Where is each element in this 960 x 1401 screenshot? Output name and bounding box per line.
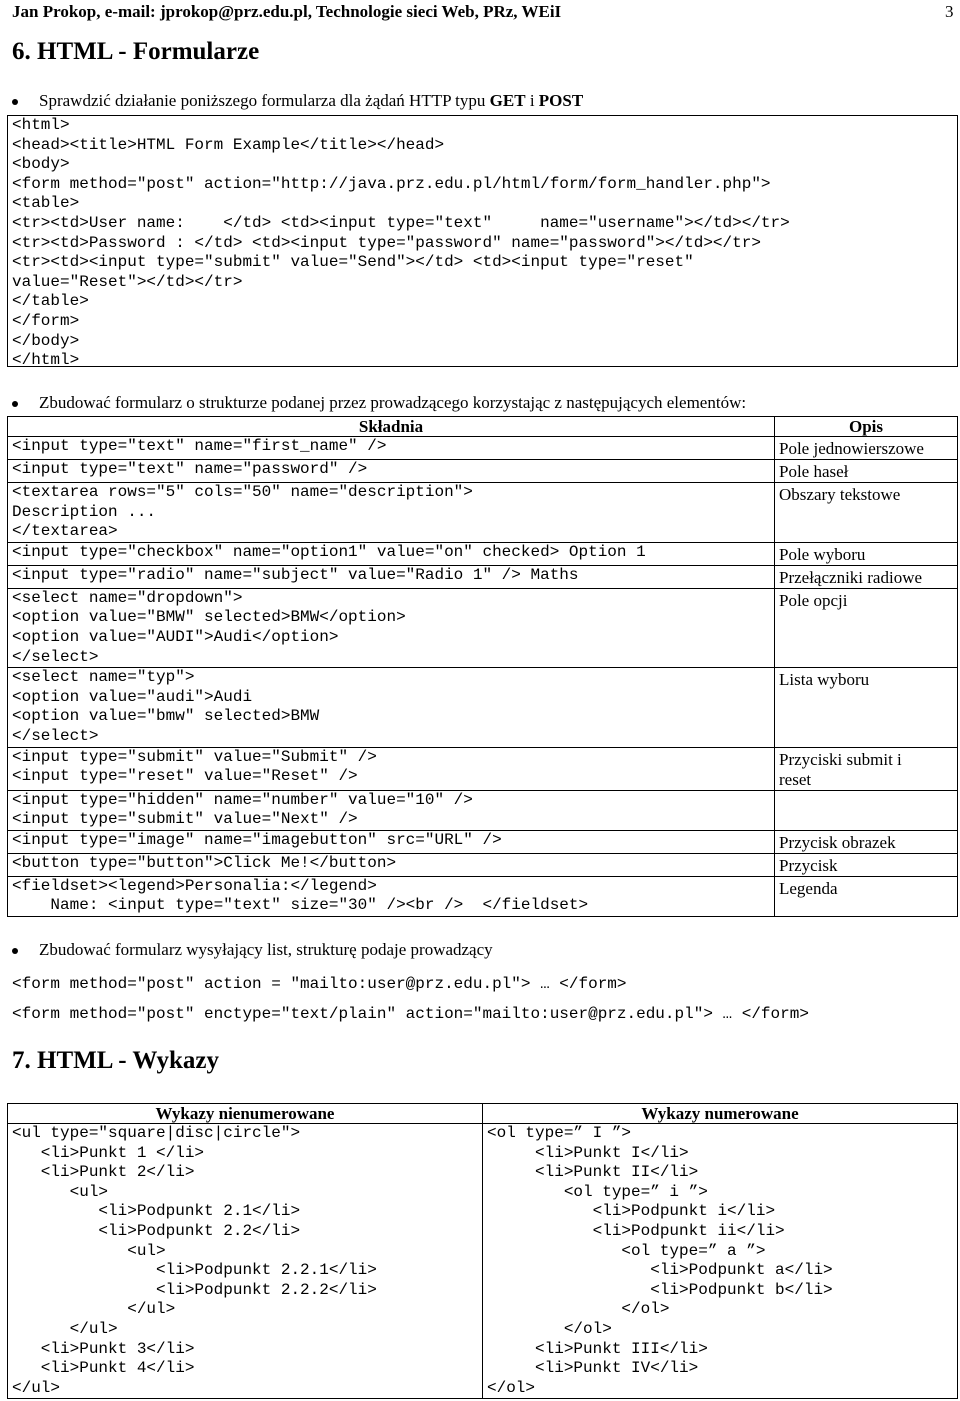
code-line: <form method="post" action="http://java.prz.edu.pl/html/form/form_handler.php"> [12, 174, 771, 193]
code-line: <table> [12, 194, 80, 213]
bullet-mail-form [39, 940, 493, 960]
ordered-list-code: <ol type=” I ”> <li>Punkt I</li> <li>Punkt II</li> <ol type=” i ”> <li>Podpunkt i</li> <li>Podpunkt ii</li> <ol type=” a ”> <li>Podpunkt a</li> <li>Podpunkt b</li> </ol> </ol> <li>Punkt III</li> <li>Punkt IV</li> </ol> [487, 1124, 833, 1397]
bullet-icon [12, 948, 18, 954]
code-line: <tr><td>User name: </td> <td><input type="text" name="username"></td></tr> [12, 213, 790, 232]
lists-code-row [8, 1124, 958, 1399]
section-7-title: 7. HTML - Wykazy [12, 1047, 219, 1074]
table-row [8, 876, 958, 916]
page-header: Jan Prokop, e-mail: jprokop@prz.edu.pl, Technologie sieci Web, PRz, WEiI [12, 2, 562, 21]
syntax-cell: <input type="radio" name="subject" value="Radio 1" /> Maths [12, 565, 579, 584]
form-elements-table [7, 416, 958, 917]
syntax-cell: <textarea rows="5" cols="50" name="description"> Description ... </textarea> [12, 483, 473, 541]
bullet-mail-form-text: Zbudować formularz wysyłający list, strukturę podaje prowadzący [39, 940, 493, 959]
syntax-cell: <select name="dropdown"> <option value="BMW" selected>BMW</option> <option value="AUDI">Audi</option> </select> [12, 588, 406, 666]
bullet-build-form-text: Zbudować formularz o strukturze podanej przez prowadzącego korzystając z następujących elementów: [39, 393, 747, 412]
description-cell: Legenda [779, 878, 838, 898]
code-line: <tr><td><input type="submit" value="Send"></td> <td><input type="reset" [12, 253, 694, 272]
code-line: </html> [12, 351, 80, 370]
syntax-cell: <input type="text" name="password" /> [12, 460, 368, 478]
mailto-form-line-1: <form method="post" action = "mailto:user@prz.edu.pl"> … </form> [12, 975, 627, 993]
get-keyword: GET [489, 91, 526, 110]
syntax-cell: <button type="button">Click Me!</button> [12, 853, 397, 872]
table-row [8, 437, 958, 460]
column-header-syntax: Składnia [8, 417, 775, 437]
syntax-cell: <input type="checkbox" name="option1" value="on" checked> Option 1 [12, 542, 646, 561]
syntax-cell: <select name="typ"> <option value="audi">Audi <option value="bmw" selected>BMW </select> [12, 668, 320, 745]
page-number: 3 [945, 2, 954, 21]
bullet-get-post-text: Sprawdzić działanie poniższego formularza dla żądań HTTP typu [39, 91, 490, 110]
mailto-form-line-2: <form method="post" enctype="text/plain" action="mailto:user@prz.edu.pl"> … </form> [12, 1005, 809, 1023]
description-cell: Przełączniki radiowe [779, 567, 923, 587]
column-header-unordered: Wykazy nienumerowane [8, 1104, 483, 1124]
post-keyword: POST [538, 91, 584, 110]
table-row [8, 790, 958, 830]
column-header-ordered: Wykazy numerowane [483, 1104, 958, 1124]
table-row [8, 830, 958, 853]
form-example-code [12, 116, 957, 371]
code-line: <head><title>HTML Form Example</title></head> [12, 135, 445, 154]
bullet-build-form [39, 393, 746, 413]
lists-table [7, 1103, 958, 1399]
code-line: value="Reset"></td></tr> [12, 272, 243, 291]
code-line: <html> [12, 116, 70, 134]
description-cell: Pole jednowierszowe [779, 439, 924, 458]
table-row [8, 542, 958, 565]
form-example-code-box [7, 115, 958, 370]
description-cell [779, 791, 953, 793]
unordered-list-code: <ul type="square|disc|circle"> <li>Punkt 1 </li> <li>Punkt 2</li> <ul> <li>Podpunkt 2.1</li> <li>Podpunkt 2.2</li> <ul> <li>Podpunkt 2.2.1</li> <li>Podpunkt 2.2.2</li> </ul> </ul> <li>Punkt 3</li> <li>Punkt 4</li> </ul> [12, 1124, 377, 1397]
description-cell: Przyciski submit i reset [779, 749, 902, 789]
description-cell: Lista wyboru [779, 670, 870, 690]
table-row [8, 853, 958, 876]
syntax-cell: <input type="text" name="first_name" /> [12, 437, 387, 455]
code-line: <tr><td>Password : </td> <td><input type="password" name="password"></td></tr> [12, 233, 761, 252]
section-6-title: 6. HTML - Formularze [12, 38, 260, 65]
column-header-description: Opis [775, 417, 958, 437]
table-row [8, 483, 958, 543]
lists-header-row [8, 1104, 958, 1124]
description-cell: Pole wyboru [779, 544, 866, 564]
code-line: <body> [12, 155, 70, 174]
table-header-row [8, 417, 958, 437]
syntax-cell: <input type="hidden" name="number" value="10" /> <input type="submit" value="Next" /> [12, 790, 473, 829]
table-row [8, 565, 958, 588]
table-row [8, 588, 958, 667]
syntax-cell: <input type="image" name="imagebutton" src="URL" /> [12, 830, 502, 849]
table-row [8, 460, 958, 483]
bullet-get-post [39, 91, 583, 111]
code-line: </body> [12, 331, 80, 350]
syntax-cell: <input type="submit" value="Submit" /> <input type="reset" value="Reset" /> [12, 747, 377, 786]
table-row [8, 747, 958, 790]
code-line: </form> [12, 311, 80, 330]
bullet-icon [12, 401, 18, 407]
description-cell: Przycisk obrazek [779, 832, 896, 852]
bullet-icon [12, 99, 18, 105]
description-cell: Pole opcji [779, 590, 848, 610]
description-cell: Obszary tekstowe [779, 485, 901, 504]
description-cell: Przycisk [779, 855, 838, 875]
and-word: i [525, 91, 539, 110]
syntax-cell: <fieldset><legend>Personalia:</legend> Name: <input type="text" size="30" /><br /> </fieldset> [12, 876, 589, 915]
description-cell: Pole haseł [779, 462, 849, 481]
code-line: </table> [12, 292, 89, 311]
table-row [8, 668, 958, 747]
